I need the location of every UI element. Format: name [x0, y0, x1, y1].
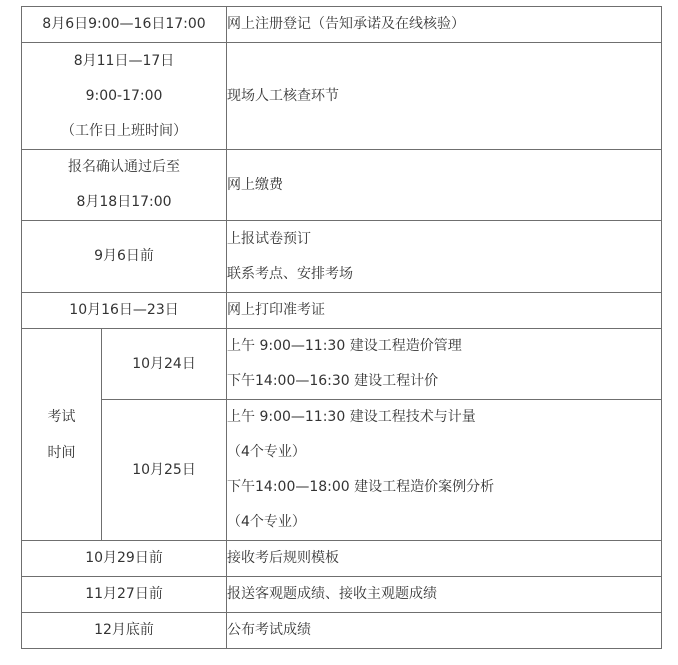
date-cell: 10月24日 [102, 329, 227, 400]
date-cell: 12月底前 [22, 613, 227, 649]
table-row [22, 577, 662, 613]
table-row [22, 7, 662, 43]
date-cell: 8月6日9:00—16日17:00 [22, 7, 227, 43]
task-cell: 接收考后规则模板 [227, 541, 662, 577]
date-cell: 8月11日—17日 9:00-17:00 （工作日上班时间） [22, 43, 227, 150]
exam-time-label-cell: 考试 时间 [22, 329, 102, 541]
table-row [22, 221, 662, 293]
table-row [22, 613, 662, 649]
date-cell: 9月6日前 [22, 221, 227, 293]
table-row [22, 541, 662, 577]
date-cell: 10月16日—23日 [22, 293, 227, 329]
task-cell: 报送客观题成绩、接收主观题成绩 [227, 577, 662, 613]
task-cell: 网上打印准考证 [227, 293, 662, 329]
table-row [22, 329, 662, 400]
task-cell: 现场人工核查环节 [227, 43, 662, 150]
task-cell: 上午 9:00—11:30 建设工程造价管理 下午14:00—16:30 建设工程计价 [227, 329, 662, 400]
date-cell: 10月29日前 [22, 541, 227, 577]
date-cell: 11月27日前 [22, 577, 227, 613]
task-cell: 网上注册登记（告知承诺及在线核验） [227, 7, 662, 43]
table-row [22, 43, 662, 150]
task-cell: 上报试卷预订 联系考点、安排考场 [227, 221, 662, 293]
schedule-table [21, 6, 662, 649]
table-row [22, 400, 662, 541]
date-cell: 10月25日 [102, 400, 227, 541]
task-cell: 网上缴费 [227, 150, 662, 221]
table-row [22, 293, 662, 329]
date-cell: 报名确认通过后至 8月18日17:00 [22, 150, 227, 221]
task-cell: 上午 9:00—11:30 建设工程技术与计量 （4个专业） 下午14:00—18:00 建设工程造价案例分析 （4个专业） [227, 400, 662, 541]
task-cell: 公布考试成绩 [227, 613, 662, 649]
table-row [22, 150, 662, 221]
